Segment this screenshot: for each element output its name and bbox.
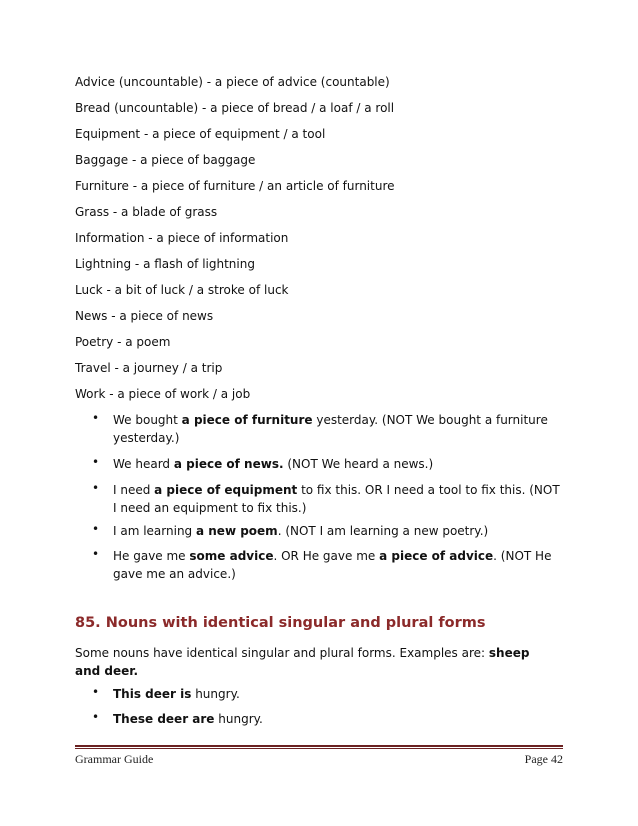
section-heading: 85. Nouns with identical singular and plural forms	[75, 615, 486, 631]
noun-line: News - a piece of news	[75, 309, 214, 323]
example-text: I need a piece of equipment to fix this. OR I need a tool to fix this. (NOT I need an equipment to fix this.)	[113, 483, 560, 515]
example-text: These deer are hungry.	[113, 712, 263, 726]
footer-title: Grammar Guide	[75, 752, 154, 766]
noun-line: Furniture - a piece of furniture / an article of furniture	[75, 179, 395, 193]
section-intro: Some nouns have identical singular and plural forms. Examples are: sheep and deer.	[75, 646, 530, 678]
footer-rule	[75, 745, 563, 747]
bullet-icon: •	[92, 411, 100, 425]
example-text: This deer is hungry.	[113, 687, 240, 701]
noun-line: Baggage - a piece of baggage	[75, 153, 256, 167]
noun-line: Travel - a journey / a trip	[75, 361, 223, 375]
bullet-icon: •	[92, 685, 100, 699]
bullet-icon: •	[92, 547, 100, 561]
bullet-icon: •	[92, 522, 100, 536]
noun-line: Work - a piece of work / a job	[75, 387, 251, 401]
example-text: I am learning a new poem. (NOT I am learning a new poetry.)	[113, 524, 489, 538]
noun-line: Information - a piece of information	[75, 231, 289, 245]
bullet-icon: •	[92, 710, 100, 724]
bullet-icon: •	[92, 481, 100, 495]
example-text: We bought a piece of furniture yesterday. (NOT We bought a furniture yesterday.)	[113, 413, 548, 445]
noun-line: Lightning - a flash of lightning	[75, 257, 255, 271]
page-number: Page 42	[524, 752, 563, 766]
example-text: We heard a piece of news. (NOT We heard a news.)	[113, 457, 434, 471]
bullet-icon: •	[92, 455, 100, 469]
noun-line: Grass - a blade of grass	[75, 205, 218, 219]
noun-line: Bread (uncountable) - a piece of bread / a loaf / a roll	[75, 101, 395, 115]
footer-rule-thin	[75, 748, 563, 749]
noun-line: Poetry - a poem	[75, 335, 171, 349]
noun-line: Advice (uncountable) - a piece of advice (countable)	[75, 75, 390, 89]
example-text: He gave me some advice. OR He gave me a piece of advice. (NOT He gave me an advice.)	[113, 549, 552, 581]
noun-line: Equipment - a piece of equipment / a tool	[75, 127, 326, 141]
noun-line: Luck - a bit of luck / a stroke of luck	[75, 283, 289, 297]
